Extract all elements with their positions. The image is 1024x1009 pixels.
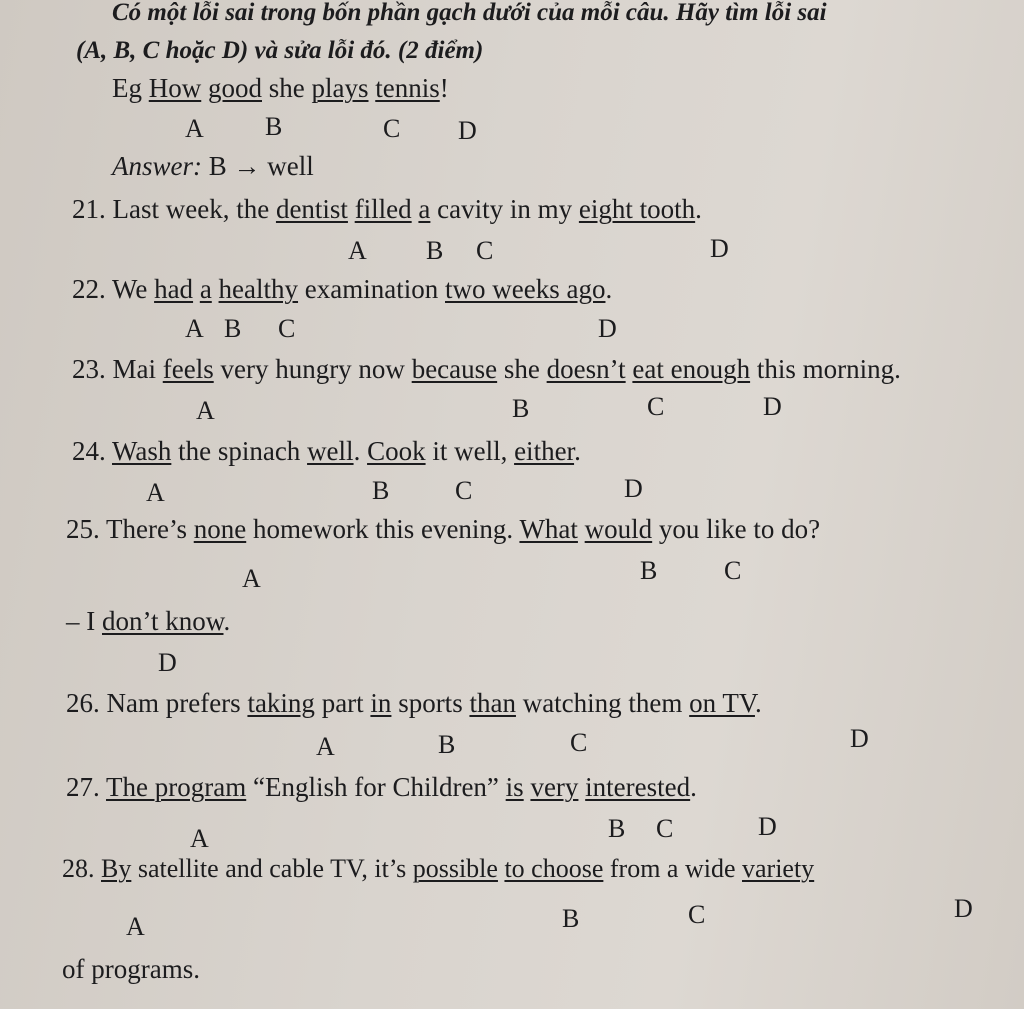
question-28 <box>62 856 814 882</box>
answer-label: Answer: <box>112 151 202 181</box>
q27-label-c: C <box>656 814 674 843</box>
text: We <box>112 274 155 304</box>
text: cavity in my <box>430 194 579 224</box>
question-28-continued: of programs. <box>62 954 200 984</box>
text <box>193 274 200 304</box>
example-text: she <box>268 73 305 103</box>
example-label-d: D <box>458 116 477 145</box>
question-25-reply <box>66 608 230 635</box>
option-b: filled <box>354 194 412 224</box>
instruction-line-1: Có một lỗi sai trong bốn phần gạch dưới của mỗi câu. Hãy tìm lỗi sai <box>112 0 827 26</box>
example-label-a: A <box>185 114 204 143</box>
q26-label-b: B <box>438 730 456 759</box>
q23-label-d: D <box>763 392 782 421</box>
option-d: variety <box>742 854 815 883</box>
q21-label-d: D <box>710 234 729 263</box>
q21-label-c: C <box>476 236 494 265</box>
option-a: dentist <box>275 194 348 224</box>
question-number: 28. <box>62 854 95 883</box>
q25-label-c: C <box>724 556 742 585</box>
text: – I <box>66 606 102 636</box>
text: it well, <box>425 436 515 466</box>
question-number: 22. <box>72 274 106 304</box>
question-21 <box>72 196 702 223</box>
text <box>578 514 585 544</box>
q27-label-d: D <box>758 812 777 841</box>
text: very hungry now <box>213 354 412 384</box>
question-number: 24. <box>72 436 106 466</box>
option-b: What <box>519 514 578 544</box>
option-a: The program <box>106 772 247 802</box>
q26-label-a: A <box>316 732 335 761</box>
option-c: healthy <box>218 274 299 304</box>
text: Last week, the <box>112 194 276 224</box>
text: satellite and cable TV, it’s <box>131 854 413 883</box>
option-c: would <box>584 514 653 544</box>
q28-label-d: D <box>954 894 973 923</box>
option-b: possible <box>412 854 498 883</box>
answer-value: B → well <box>208 151 314 181</box>
q28-label-c: C <box>688 900 706 929</box>
text: she <box>497 354 547 384</box>
option-c: doesn’t <box>546 354 626 384</box>
text: from a wide <box>603 854 742 883</box>
instruction-line-2: (A, B, C hoặc D) và sửa lỗi đó. (2 điểm) <box>76 37 484 64</box>
option-d: eight tooth <box>578 194 696 224</box>
text: part <box>314 688 371 718</box>
question-number: 26. <box>66 688 100 718</box>
option-c: to choose <box>504 854 604 883</box>
q23-label-a: A <box>196 396 215 425</box>
q27-label-b: B <box>608 814 626 843</box>
text: . <box>223 606 231 636</box>
option-a: had <box>154 274 194 304</box>
text: watching them <box>515 688 690 718</box>
question-22 <box>72 276 612 303</box>
option-b: well <box>307 436 354 466</box>
option-a: taking <box>247 688 315 718</box>
text: you like to do? <box>652 514 821 544</box>
example-option-d: tennis <box>375 73 440 103</box>
question-26 <box>66 690 762 717</box>
option-c: a <box>418 194 431 224</box>
q21-label-b: B <box>426 236 444 265</box>
question-23 <box>72 356 901 383</box>
text: examination <box>298 274 445 304</box>
example-sentence <box>112 75 449 102</box>
q21-label-a: A <box>348 236 367 265</box>
q28-label-b: B <box>562 904 580 933</box>
option-d: don’t know <box>102 606 224 636</box>
option-a: none <box>193 514 247 544</box>
option-a: Wash <box>112 436 172 466</box>
q25-label-d: D <box>158 648 177 677</box>
q26-label-c: C <box>570 728 588 757</box>
text: . <box>574 436 581 466</box>
option-b: a <box>199 274 212 304</box>
q24-label-c: C <box>455 476 473 505</box>
question-25 <box>66 516 820 543</box>
question-number: 27. <box>66 772 100 802</box>
q25-label-a: A <box>242 564 261 593</box>
text: Nam prefers <box>106 688 248 718</box>
q24-label-d: D <box>624 474 643 503</box>
text: homework this evening. <box>246 514 520 544</box>
q22-label-d: D <box>598 314 617 343</box>
text: . <box>754 688 762 718</box>
question-number: 21. <box>72 194 106 224</box>
question-number: 25. <box>66 514 100 544</box>
q24-label-b: B <box>372 476 390 505</box>
example-label-b: B <box>265 112 283 141</box>
text: this morning. <box>750 354 901 384</box>
q25-label-b: B <box>640 556 658 585</box>
option-b: because <box>411 354 498 384</box>
option-d: interested <box>585 772 691 802</box>
q27-label-a: A <box>190 824 209 853</box>
example-option-c: plays <box>311 73 369 103</box>
question-24 <box>72 438 581 465</box>
example-prefix: Eg <box>112 73 142 103</box>
text: . <box>695 194 702 224</box>
option-c: than <box>469 688 516 718</box>
text: There’s <box>106 514 194 544</box>
text <box>348 194 355 224</box>
option-d: two weeks ago <box>445 274 606 304</box>
q26-label-d: D <box>850 724 869 753</box>
q24-label-a: A <box>146 478 165 507</box>
option-d: on TV <box>689 688 755 718</box>
example-end: ! <box>439 73 449 103</box>
option-d: either <box>514 436 575 466</box>
question-number: 23. <box>72 354 106 384</box>
text: “English for Children” <box>246 772 506 802</box>
option-a: By <box>101 854 132 883</box>
q22-label-a: A <box>185 314 204 343</box>
text: . <box>690 772 697 802</box>
text: the spinach <box>171 436 308 466</box>
text: sports <box>391 688 470 718</box>
text <box>212 274 219 304</box>
text: . <box>353 436 368 466</box>
example-label-c: C <box>383 114 401 143</box>
q23-label-c: C <box>647 392 665 421</box>
example-answer <box>112 153 314 180</box>
option-c: Cook <box>367 436 426 466</box>
text: Mai <box>112 354 163 384</box>
example-option-b: good <box>208 73 262 103</box>
option-d: eat enough <box>632 354 751 384</box>
option-b: in <box>370 688 392 718</box>
q22-label-b: B <box>224 314 242 343</box>
q22-label-c: C <box>278 314 296 343</box>
question-27 <box>66 774 697 801</box>
text: . <box>605 274 613 304</box>
q28-label-a: A <box>126 912 145 941</box>
option-b: is <box>505 772 524 802</box>
q23-label-b: B <box>512 394 530 423</box>
example-option-a: How <box>148 73 202 103</box>
option-c: very <box>530 772 579 802</box>
option-a: feels <box>162 354 214 384</box>
